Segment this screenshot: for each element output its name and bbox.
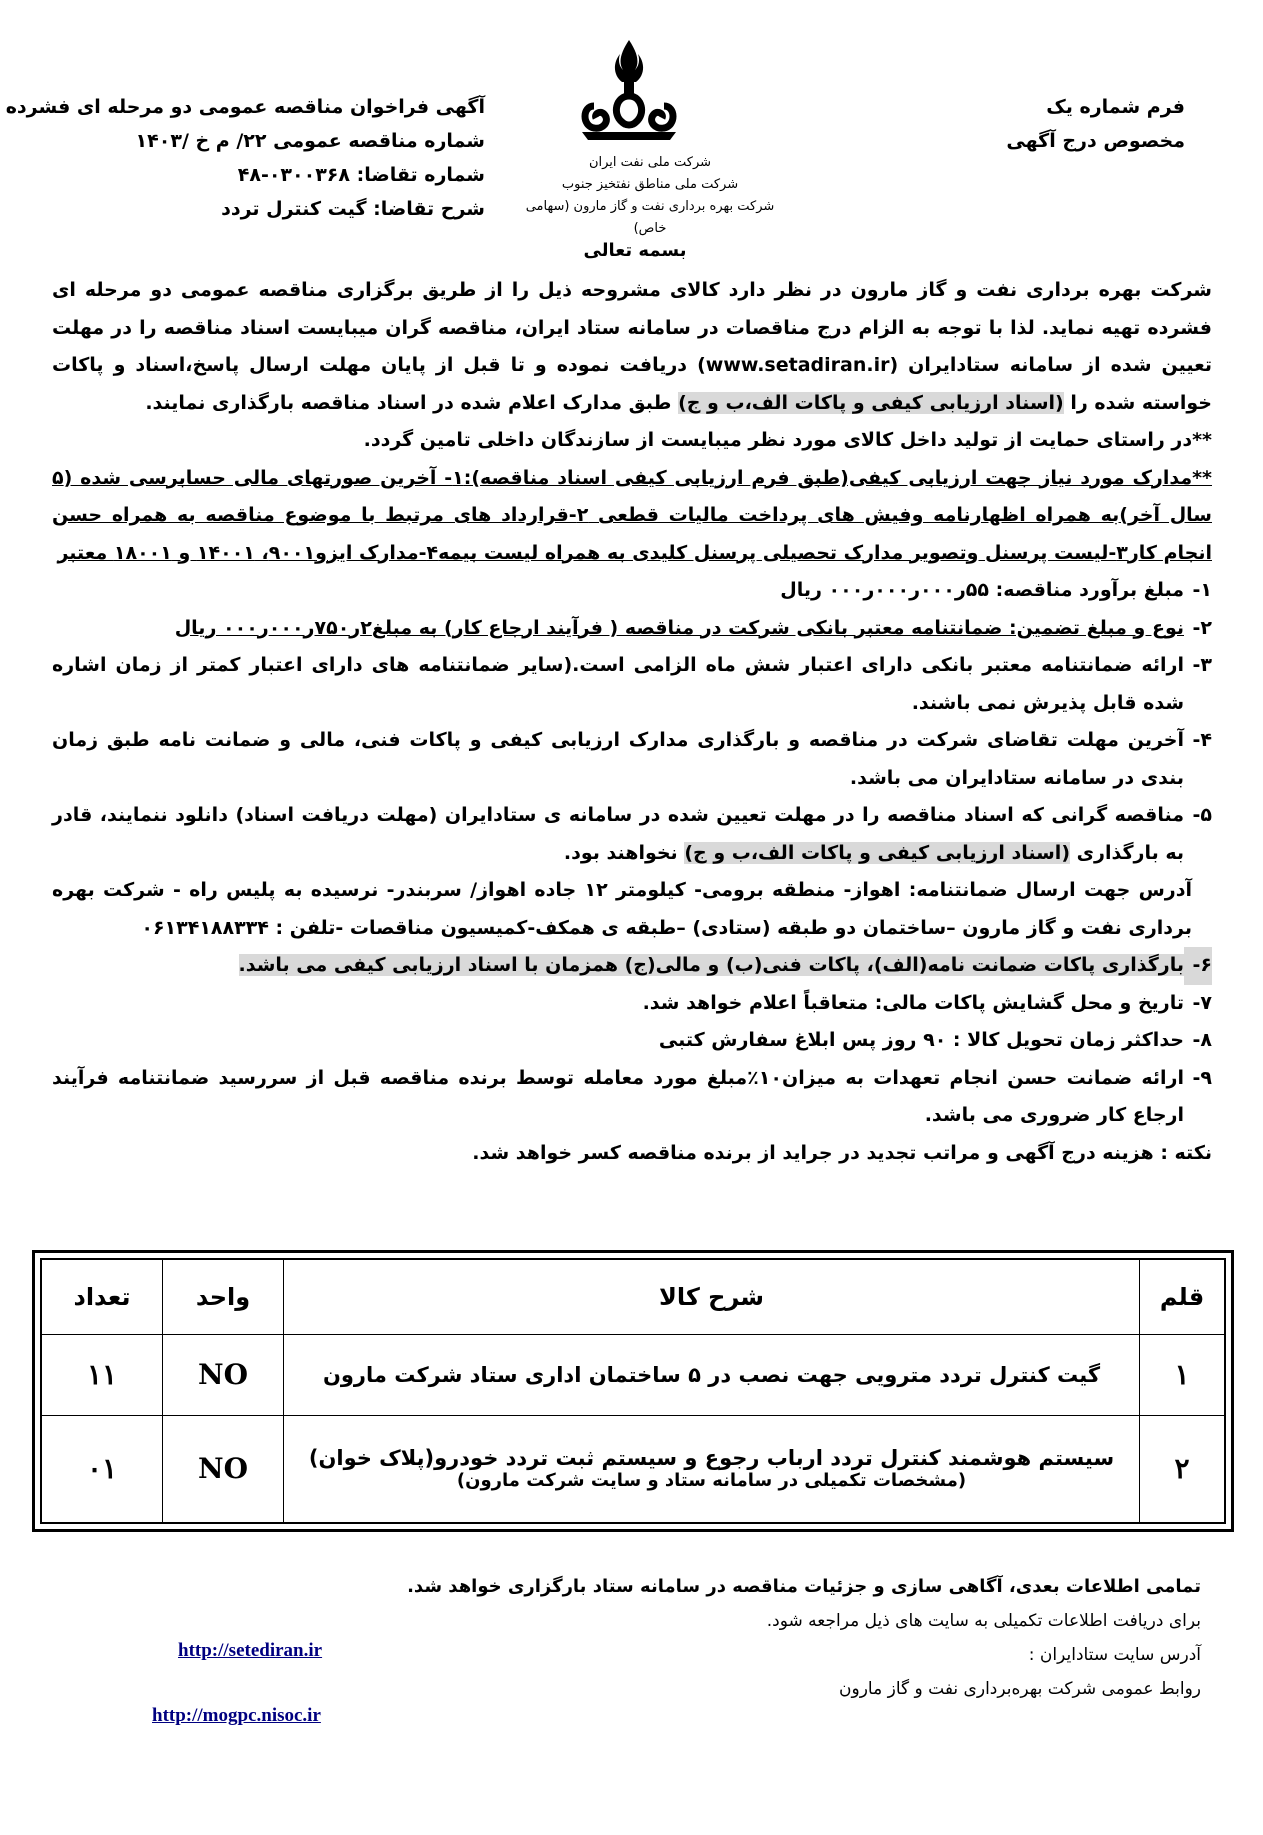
request-number: شماره تقاضا: ۰۳۰۰۳۶۸-۴۸ — [237, 164, 485, 186]
header-quantity: تعداد — [42, 1260, 163, 1335]
footer-line-4: روابط عمومی شرکت بهره‌برداری نفت و گاز مارون — [839, 1679, 1201, 1699]
item-text — [52, 797, 1184, 872]
header-unit: واحد — [163, 1260, 284, 1335]
item-text: نوع و مبلغ تضمین: ضمانتنامه معتبر بانکی شرکت در مناقصه ( فرآیند ارجاع کار) به مبلغ۲ر۷۵۰ر۰۰۰ر۰۰۰ ریال — [174, 616, 1184, 639]
item-number: ۳- — [1192, 654, 1212, 676]
item-text-highlight: (اسناد ارزیابی کیفی و پاکات الف،ب و ج) — [684, 841, 1070, 864]
company-name-2: شرکت ملی مناطق نفتخیز جنوب — [561, 177, 739, 192]
form-number: فرم شماره یک — [1046, 96, 1185, 118]
item-text: ارائه ضمانت حسن انجام تعهدات به میزان۱۰٪مبلغ مورد معامله توسط برنده مناقصه قبل از سررسید ضمانتنامه فرآیند ارجاع کار ضروری می باشد. — [52, 1066, 1184, 1126]
cell-description-line1: سیستم هوشمند کنترل تردد ارباب رجوع و سیستم ثبت تردد خودرو(پلاک خوان) — [308, 1446, 1115, 1471]
cell-item: ۱ — [1140, 1335, 1225, 1416]
intro-text-b: طبق مدارک اعلام شده در اسناد مناقصه بارگذاری نمایند. — [145, 391, 672, 414]
cell-unit: NO — [163, 1335, 284, 1416]
table-row — [42, 1335, 1225, 1416]
item-text — [52, 947, 1184, 985]
footer-line-2: برای دریافت اطلاعات تکمیلی به سایت های ذیل مراجعه شود. — [766, 1611, 1201, 1631]
header-item: قلم — [1140, 1260, 1225, 1335]
list-item — [52, 722, 1212, 797]
item-text-b: نخواهند بود. — [563, 841, 678, 864]
item-text: آخرین مهلت تقاضای شرکت در مناقصه و بارگذاری مدارک ارزیابی کیفی و پاکات فنی، مالی و ضمانت نامه طبق زمان بندی در سامانه ستادایران می باشد. — [52, 729, 1184, 789]
item-number: ۸- — [1192, 1029, 1212, 1051]
form-label — [965, 90, 1185, 158]
footer-line-1: تمامی اطلاعات بعدی، آگاهی سازی و جزئیات مناقصه در سامانه ستاد بارگزاری خواهد شد. — [407, 1576, 1201, 1597]
cell-quantity: ۰۱ — [42, 1415, 163, 1522]
tender-number: شماره مناقصه عمومی ۲۲/ م خ /۱۴۰۳ — [135, 130, 485, 152]
item-number: ۹- — [1192, 1066, 1212, 1089]
local-production-note: **در راستای حمایت از تولید داخل کالای مورد نظر میبایست از سازندگان داخلی تامین گردد. — [363, 429, 1212, 451]
basmala: بسمه تعالی — [583, 240, 687, 261]
intro-paragraph — [52, 272, 1212, 422]
cell-item: ۲ — [1140, 1415, 1225, 1522]
list-item — [52, 797, 1212, 872]
item-number: ۶- — [1184, 947, 1212, 985]
footer-line-3: آدرس سایت ستادایران : — [1028, 1645, 1201, 1665]
guarantee-address: آدرس جهت ارسال ضمانتنامه: اهواز- منطقه برومی- کیلومتر ۱۲ جاده اهواز/ سربندر- نرسیده به پلیس راه - شرکت بهره برداری نفت و گاز مارون –ساختمان دو طبقه (ستادی) –طبقه ی همکف-کمیسیون مناقصات -تلفن : ۰۶۱۳۴۱۸۸۳۳۴ — [52, 879, 1192, 939]
request-description: شرح تقاضا: گیت کنترل تردد — [221, 198, 485, 220]
cell-description — [284, 1415, 1140, 1522]
cell-description-line2: (مشخصات تکمیلی در سامانه ستاد و سایت شرکت مارون) — [456, 1470, 967, 1492]
cell-unit: NO — [163, 1415, 284, 1522]
company-name-1: شرکت ملی نفت ایران — [588, 155, 712, 170]
intro-text-a: شرکت بهره برداری نفت و گاز مارون در نظر دارد کالای مشروحه ذیل را از طریق برگزاری مناقصه عمومی دو مرحله ای فشرده تهیه نماید. لذا با توجه به الزام درج مناقصات در سامانه ستاد ایران، مناقصه گران میبایست اسناد مناقصه را در مهلت تعیین شده از سامانه ستادایران (www.setadiran.ir) دریافت نموده و تا قبل از پایان مهلت ارسال پاسخ،اسناد و پاکات خواسته شده را — [52, 279, 1213, 414]
company-name-3: شرکت بهره برداری نفت و گاز مارون (سهامی خاص) — [525, 199, 775, 236]
notice-body — [52, 272, 1212, 1172]
list-item — [52, 1060, 1212, 1135]
cell-description: گیت کنترل تردد مترویی جهت نصب در ۵ ساختمان اداری ستاد شرکت مارون — [284, 1335, 1140, 1416]
item-text-highlight: بارگذاری پاکات ضمانت نامه(الف)، پاکات فنی(ب) و مالی(ج) همزمان با اسناد ارزیابی کیفی می باشد. — [238, 954, 1184, 976]
setediran-link[interactable]: http://setediran.ir — [178, 1640, 323, 1661]
tender-title: آگهی فراخوان مناقصه عمومی دو مرحله ای فشرده — [5, 96, 485, 118]
item-number: ۷- — [1192, 991, 1212, 1014]
item-number: ۲- — [1192, 616, 1212, 639]
item-text: ارائه ضمانتنامه معتبر بانکی دارای اعتبار شش ماه الزامی است.(سایر ضمانتنامه های دارای اعتبار کمتر از زمان اشاره شده قابل پذیرش نمی باشند. — [52, 654, 1184, 714]
mogpc-link[interactable]: http://mogpc.nisoc.ir — [152, 1705, 321, 1726]
company-lines — [520, 152, 780, 240]
list-item — [52, 610, 1212, 648]
item-text-a: مناقصه گرانی که اسناد مناقصه را در مهلت تعیین شده در سامانه ی ستادایران (مهلت دریافت اسناد) دانلود ننمایند، قادر به بارگذاری — [52, 804, 1184, 864]
tender-header — [5, 90, 485, 226]
item-number: ۱- — [1192, 579, 1212, 601]
cell-quantity: ۱۱ — [42, 1335, 163, 1416]
footer — [301, 1570, 1201, 1706]
item-text: تاریخ و محل گشایش پاکات مالی: متعاقباً اعلام خواهد شد. — [642, 991, 1184, 1014]
intro-highlight: (اسناد ارزیابی کیفی و پاکات الف،ب و ج) — [678, 391, 1064, 414]
item-text: مبلغ برآورد مناقصه: ۵۵ر۰۰۰ر۰۰۰ر۰۰۰ ریال — [780, 579, 1184, 601]
list-item — [52, 1022, 1212, 1060]
cost-note: نکته : هزینه درج آگهی و مراتب تجدید در جراید از برنده مناقصه کسر خواهد شد. — [472, 1141, 1212, 1164]
item-number: ۴- — [1192, 729, 1212, 751]
form-purpose: مخصوص درج آگهی — [1006, 130, 1185, 152]
list-item — [52, 572, 1212, 610]
list-item — [52, 985, 1212, 1023]
nioc-logo-icon — [574, 36, 684, 146]
list-item — [52, 647, 1212, 722]
header-description: شرح کالا — [284, 1260, 1140, 1335]
item-number: ۵- — [1192, 804, 1212, 826]
qualification-documents: **مدارک مورد نیاز جهت ارزیابی کیفی(طبق فرم ارزیابی کیفی اسناد مناقصه):۱- آخرین صورتهای مالی حسابرسی شده (۵ سال آخر)به همراه اظهارنامه وفیش های پرداخت مالیات قطعی ۲-قرارداد های مرتبط با موضوع مناقصه به همراه حسن انجام کار۳-لیست پرسنل وتصویر مدارک تحصیلی پرسنل کلیدی به همراه لیست بیمه۴-مدارک ایزو۹۰۰۱، ۱۴۰۰۱ و ۱۸۰۰۱ معتبر — [52, 466, 1212, 564]
list-item — [52, 947, 1212, 985]
table-row — [42, 1415, 1225, 1522]
item-text: حداکثر زمان تحویل کالا : ۹۰ روز پس ابلاغ سفارش کتبی — [658, 1029, 1184, 1051]
table-header-row — [42, 1260, 1225, 1335]
items-table — [32, 1250, 1234, 1532]
